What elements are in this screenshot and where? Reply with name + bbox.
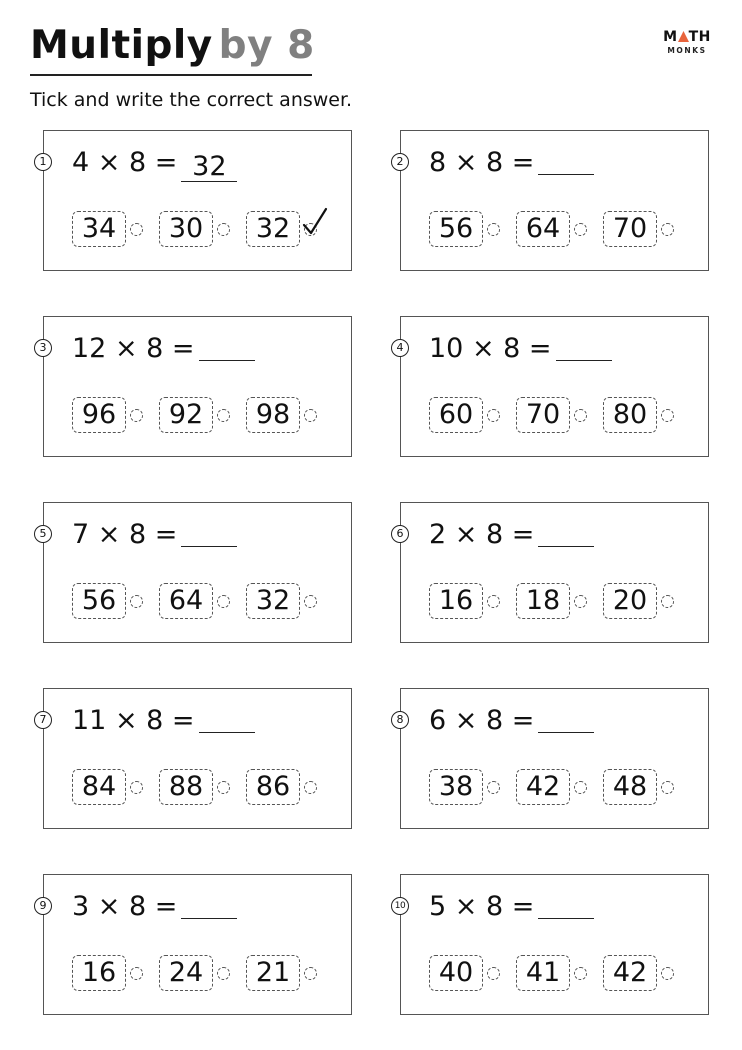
answer-options	[429, 583, 674, 621]
equation	[72, 515, 237, 555]
answer-option[interactable]	[603, 955, 674, 991]
tick-circle[interactable]	[304, 967, 317, 980]
problem-card	[396, 316, 709, 457]
question-number: 6	[391, 525, 409, 543]
tick-circle[interactable]	[574, 967, 587, 980]
tick-circle[interactable]	[217, 781, 230, 794]
answer-option[interactable]	[72, 583, 143, 619]
title-accent: by 8	[218, 23, 315, 68]
answer-option[interactable]	[516, 211, 587, 247]
answer-option[interactable]	[159, 397, 230, 433]
tick-circle[interactable]	[217, 595, 230, 608]
answer-blank[interactable]	[556, 332, 612, 361]
tick-circle[interactable]	[574, 781, 587, 794]
answer-options	[72, 211, 317, 249]
answer-blank[interactable]	[538, 704, 594, 733]
answer-option[interactable]	[429, 397, 500, 433]
answer-blank[interactable]	[538, 518, 594, 547]
answer-option[interactable]	[246, 211, 317, 247]
answer-option[interactable]	[603, 769, 674, 805]
option-value[interactable]: 40	[429, 955, 483, 991]
tick-circle[interactable]	[217, 409, 230, 422]
option-value[interactable]: 38	[429, 769, 483, 805]
option-value[interactable]: 20	[603, 583, 657, 619]
answer-option[interactable]	[159, 955, 230, 991]
checkmark-icon	[302, 207, 328, 237]
option-value[interactable]: 64	[159, 583, 213, 619]
tick-circle[interactable]	[130, 223, 143, 236]
tick-circle[interactable]	[130, 967, 143, 980]
question-number: 5	[34, 525, 52, 543]
question-number: 9	[34, 897, 52, 915]
answer-option[interactable]	[429, 583, 500, 619]
answer-option[interactable]	[159, 583, 230, 619]
tick-circle[interactable]	[304, 595, 317, 608]
question-number: 2	[391, 153, 409, 171]
problem-card	[396, 688, 709, 829]
answer-option[interactable]	[246, 769, 317, 805]
question-number: 1	[34, 153, 52, 171]
answer-option[interactable]	[246, 397, 317, 433]
tick-circle[interactable]	[661, 223, 674, 236]
equation-text: 8 × 8 =	[429, 147, 535, 178]
option-value[interactable]: 92	[159, 397, 213, 433]
answer-options	[429, 397, 674, 435]
problem-card	[394, 874, 709, 1015]
equation-text: 7 × 8 =	[72, 519, 178, 550]
answer-option[interactable]	[516, 583, 587, 619]
instructions: Tick and write the correct answer.	[30, 89, 353, 111]
answer-option[interactable]	[516, 955, 587, 991]
tick-circle[interactable]	[487, 781, 500, 794]
answer-blank[interactable]	[199, 704, 255, 733]
answer-options	[429, 211, 674, 249]
page-title	[30, 22, 315, 70]
equation-text: 3 × 8 =	[72, 891, 178, 922]
tick-circle[interactable]	[130, 409, 143, 422]
answer-options	[72, 769, 317, 807]
answer-option[interactable]	[603, 211, 674, 247]
equation	[72, 887, 237, 927]
equation-text: 5 × 8 =	[429, 891, 535, 922]
tick-circle[interactable]	[574, 409, 587, 422]
answer-blank[interactable]	[538, 146, 594, 175]
option-value[interactable]: 24	[159, 955, 213, 991]
answer-option[interactable]	[246, 583, 317, 619]
equation-text: 11 × 8 =	[72, 705, 195, 736]
answer-options	[72, 397, 317, 435]
answer-option[interactable]	[72, 397, 143, 433]
answer-blank[interactable]	[181, 518, 237, 547]
problem-card	[39, 502, 352, 643]
option-value[interactable]: 84	[72, 769, 126, 805]
tick-circle[interactable]	[574, 595, 587, 608]
logo-text-right: TH	[688, 29, 711, 45]
answer-option[interactable]	[72, 211, 143, 247]
option-value[interactable]: 98	[246, 397, 300, 433]
option-value[interactable]: 30	[159, 211, 213, 247]
option-value[interactable]: 34	[72, 211, 126, 247]
question-number: 10	[391, 897, 409, 915]
equation	[429, 887, 594, 927]
answer-option[interactable]	[429, 955, 500, 991]
equation-text: 2 × 8 =	[429, 519, 535, 550]
question-number: 8	[391, 711, 409, 729]
brand-logo	[656, 29, 718, 55]
option-value[interactable]: 56	[429, 211, 483, 247]
question-number: 4	[391, 339, 409, 357]
answer-options	[72, 955, 317, 993]
option-value[interactable]: 56	[72, 583, 126, 619]
equation	[429, 329, 612, 369]
answer-option[interactable]	[159, 769, 230, 805]
equation	[429, 515, 594, 555]
equation-text: 4 × 8 =	[72, 147, 178, 178]
option-value[interactable]: 96	[72, 397, 126, 433]
option-value[interactable]: 32	[246, 211, 300, 247]
title-main: Multiply	[30, 23, 213, 68]
answer-option[interactable]	[516, 397, 587, 433]
option-value[interactable]: 21	[246, 955, 300, 991]
answer-option[interactable]	[429, 211, 500, 247]
tick-circle[interactable]	[130, 595, 143, 608]
answer-blank[interactable]	[199, 332, 255, 361]
equation-text: 6 × 8 =	[429, 705, 535, 736]
option-value[interactable]: 18	[516, 583, 570, 619]
option-value[interactable]: 80	[603, 397, 657, 433]
tick-circle[interactable]	[130, 781, 143, 794]
tick-circle[interactable]	[574, 223, 587, 236]
tick-circle[interactable]	[217, 967, 230, 980]
equation	[72, 143, 237, 183]
triangle-icon	[678, 31, 689, 42]
option-value[interactable]: 16	[429, 583, 483, 619]
logo-subtitle: MONKS	[667, 46, 707, 55]
option-value[interactable]: 41	[516, 955, 570, 991]
problem-card	[39, 688, 352, 829]
answer-option[interactable]	[72, 955, 143, 991]
option-value[interactable]: 42	[516, 769, 570, 805]
logo-text-left: M	[663, 29, 678, 45]
option-value[interactable]: 88	[159, 769, 213, 805]
option-value[interactable]: 86	[246, 769, 300, 805]
answer-option[interactable]	[159, 211, 230, 247]
option-value[interactable]: 64	[516, 211, 570, 247]
option-value[interactable]: 48	[603, 769, 657, 805]
tick-circle[interactable]	[661, 781, 674, 794]
equation-text: 10 × 8 =	[429, 333, 552, 364]
answer-options	[429, 769, 674, 807]
answer-option[interactable]	[429, 769, 500, 805]
answer-options	[72, 583, 317, 621]
tick-circle[interactable]	[487, 409, 500, 422]
tick-circle[interactable]	[487, 967, 500, 980]
problem-card	[396, 502, 709, 643]
equation	[429, 701, 594, 741]
tick-circle[interactable]	[661, 967, 674, 980]
problem-card	[39, 130, 352, 271]
problem-card	[39, 874, 352, 1015]
tick-circle[interactable]	[661, 409, 674, 422]
equation-text: 12 × 8 =	[72, 333, 195, 364]
tick-circle[interactable]	[487, 223, 500, 236]
tick-circle[interactable]	[304, 409, 317, 422]
tick-circle[interactable]	[304, 781, 317, 794]
problem-card	[39, 316, 352, 457]
option-value[interactable]: 60	[429, 397, 483, 433]
equation	[429, 143, 594, 183]
option-value[interactable]: 70	[603, 211, 657, 247]
equation	[72, 329, 255, 369]
answer-option[interactable]	[516, 769, 587, 805]
answer-options	[429, 955, 674, 993]
answer-option[interactable]	[246, 955, 317, 991]
problem-card	[396, 130, 709, 271]
answer-option[interactable]	[603, 397, 674, 433]
title-underline	[30, 74, 312, 76]
answer-blank[interactable]	[181, 890, 237, 919]
option-value[interactable]: 42	[603, 955, 657, 991]
option-value[interactable]: 16	[72, 955, 126, 991]
equation	[72, 701, 255, 741]
tick-circle[interactable]	[217, 223, 230, 236]
question-number: 7	[34, 711, 52, 729]
answer-blank[interactable]: 32	[181, 153, 237, 182]
option-value[interactable]: 32	[246, 583, 300, 619]
option-value[interactable]: 70	[516, 397, 570, 433]
tick-circle[interactable]	[487, 595, 500, 608]
answer-blank[interactable]	[538, 890, 594, 919]
question-number: 3	[34, 339, 52, 357]
answer-option[interactable]	[603, 583, 674, 619]
answer-option[interactable]	[72, 769, 143, 805]
tick-circle[interactable]	[661, 595, 674, 608]
